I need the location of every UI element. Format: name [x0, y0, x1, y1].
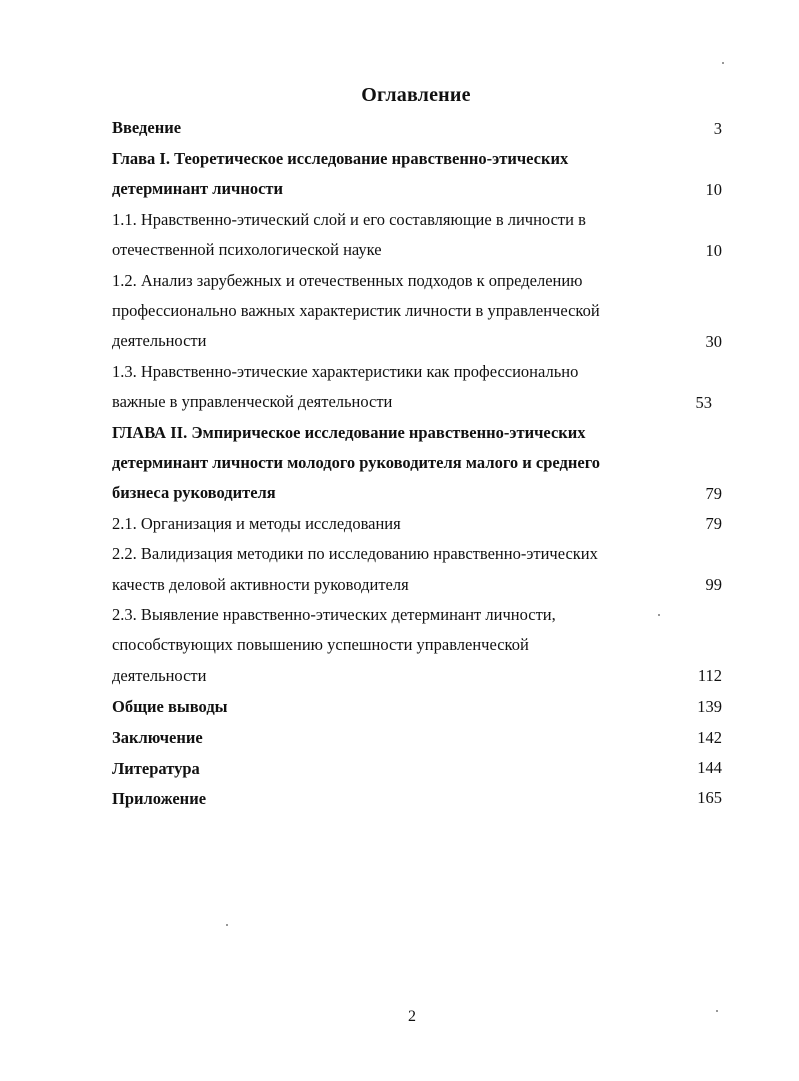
toc-entry-2-2[interactable]: 2.2. Валидизация методики по исследованию нравственно-этических — [112, 544, 598, 563]
toc-page-2-1: 79 — [705, 514, 722, 533]
toc-entry-1-2[interactable]: 1.2. Анализ зарубежных и отечественных подходов к определению — [112, 271, 583, 290]
toc-entry-2-2-cont[interactable]: качеств деловой активности руководителя — [112, 575, 409, 594]
scan-speck — [716, 1010, 718, 1012]
toc-entry-1-3[interactable]: 1.3. Нравственно-этические характеристики как профессионально — [112, 362, 579, 381]
toc-entry-chapter-2-cont[interactable]: детерминант личности молодого руководителя малого и среднего — [112, 453, 601, 472]
page-title: Оглавление — [361, 84, 471, 106]
scan-speck — [658, 614, 660, 616]
toc-entry-1-1-cont[interactable]: отечественной психологической науке — [112, 240, 382, 259]
toc-page-intro: 3 — [713, 119, 722, 138]
toc-entry-chapter-1-cont[interactable]: детерминант личности — [112, 179, 284, 198]
toc-page-2-2: 99 — [705, 575, 722, 594]
toc-entry-chapter-1[interactable]: Глава I. Теоретическое исследование нравственно-этических — [112, 149, 569, 168]
toc-page-appendix: 165 — [697, 788, 722, 807]
page-number: 2 — [408, 1008, 416, 1025]
toc-entry-1-3-cont[interactable]: важные в управленческой деятельности — [112, 392, 393, 411]
scan-speck — [226, 924, 228, 926]
toc-entry-2-3-cont2[interactable]: деятельности — [112, 666, 207, 685]
toc-entry-2-3[interactable]: 2.3. Выявление нравственно-этических детерминант личности, — [112, 605, 556, 624]
toc-entry-1-2-cont2[interactable]: деятельности — [112, 331, 207, 350]
toc-page-2-3: 112 — [697, 666, 722, 685]
toc-page-1-3: 53 — [695, 393, 712, 412]
toc-entry-1-1[interactable]: 1.1. Нравственно-этический слой и его составляющие в личности в — [112, 210, 586, 229]
toc-page-conclusions: 139 — [697, 697, 722, 716]
toc-entry-2-1[interactable]: 2.1. Организация и методы исследования — [112, 514, 401, 533]
toc-entry-2-3-cont[interactable]: способствующих повышению успешности управленческой — [112, 635, 529, 654]
toc-entry-literature[interactable]: Литература — [112, 759, 200, 778]
toc-entry-chapter-2-cont2[interactable]: бизнеса руководителя — [112, 483, 276, 502]
toc-entry-intro[interactable]: Введение — [112, 118, 182, 137]
toc-entry-chapter-2[interactable]: ГЛАВА II. Эмпирическое исследование нравственно-этических — [112, 423, 586, 442]
scan-speck — [722, 62, 724, 64]
toc-page-1-1: 10 — [705, 241, 722, 260]
toc-entry-conclusions[interactable]: Общие выводы — [112, 697, 228, 716]
toc-entry-appendix[interactable]: Приложение — [112, 789, 207, 808]
toc-page-chapter-1: 10 — [705, 180, 722, 199]
toc-page-summary: 142 — [697, 728, 722, 747]
toc-page-chapter-2: 79 — [705, 484, 722, 503]
toc-page-1-2: 30 — [705, 332, 722, 351]
toc-page-literature: 144 — [697, 758, 722, 777]
toc-entry-summary[interactable]: Заключение — [112, 728, 203, 747]
toc-entry-1-2-cont[interactable]: профессионально важных характеристик личности в управленческой — [112, 301, 600, 320]
